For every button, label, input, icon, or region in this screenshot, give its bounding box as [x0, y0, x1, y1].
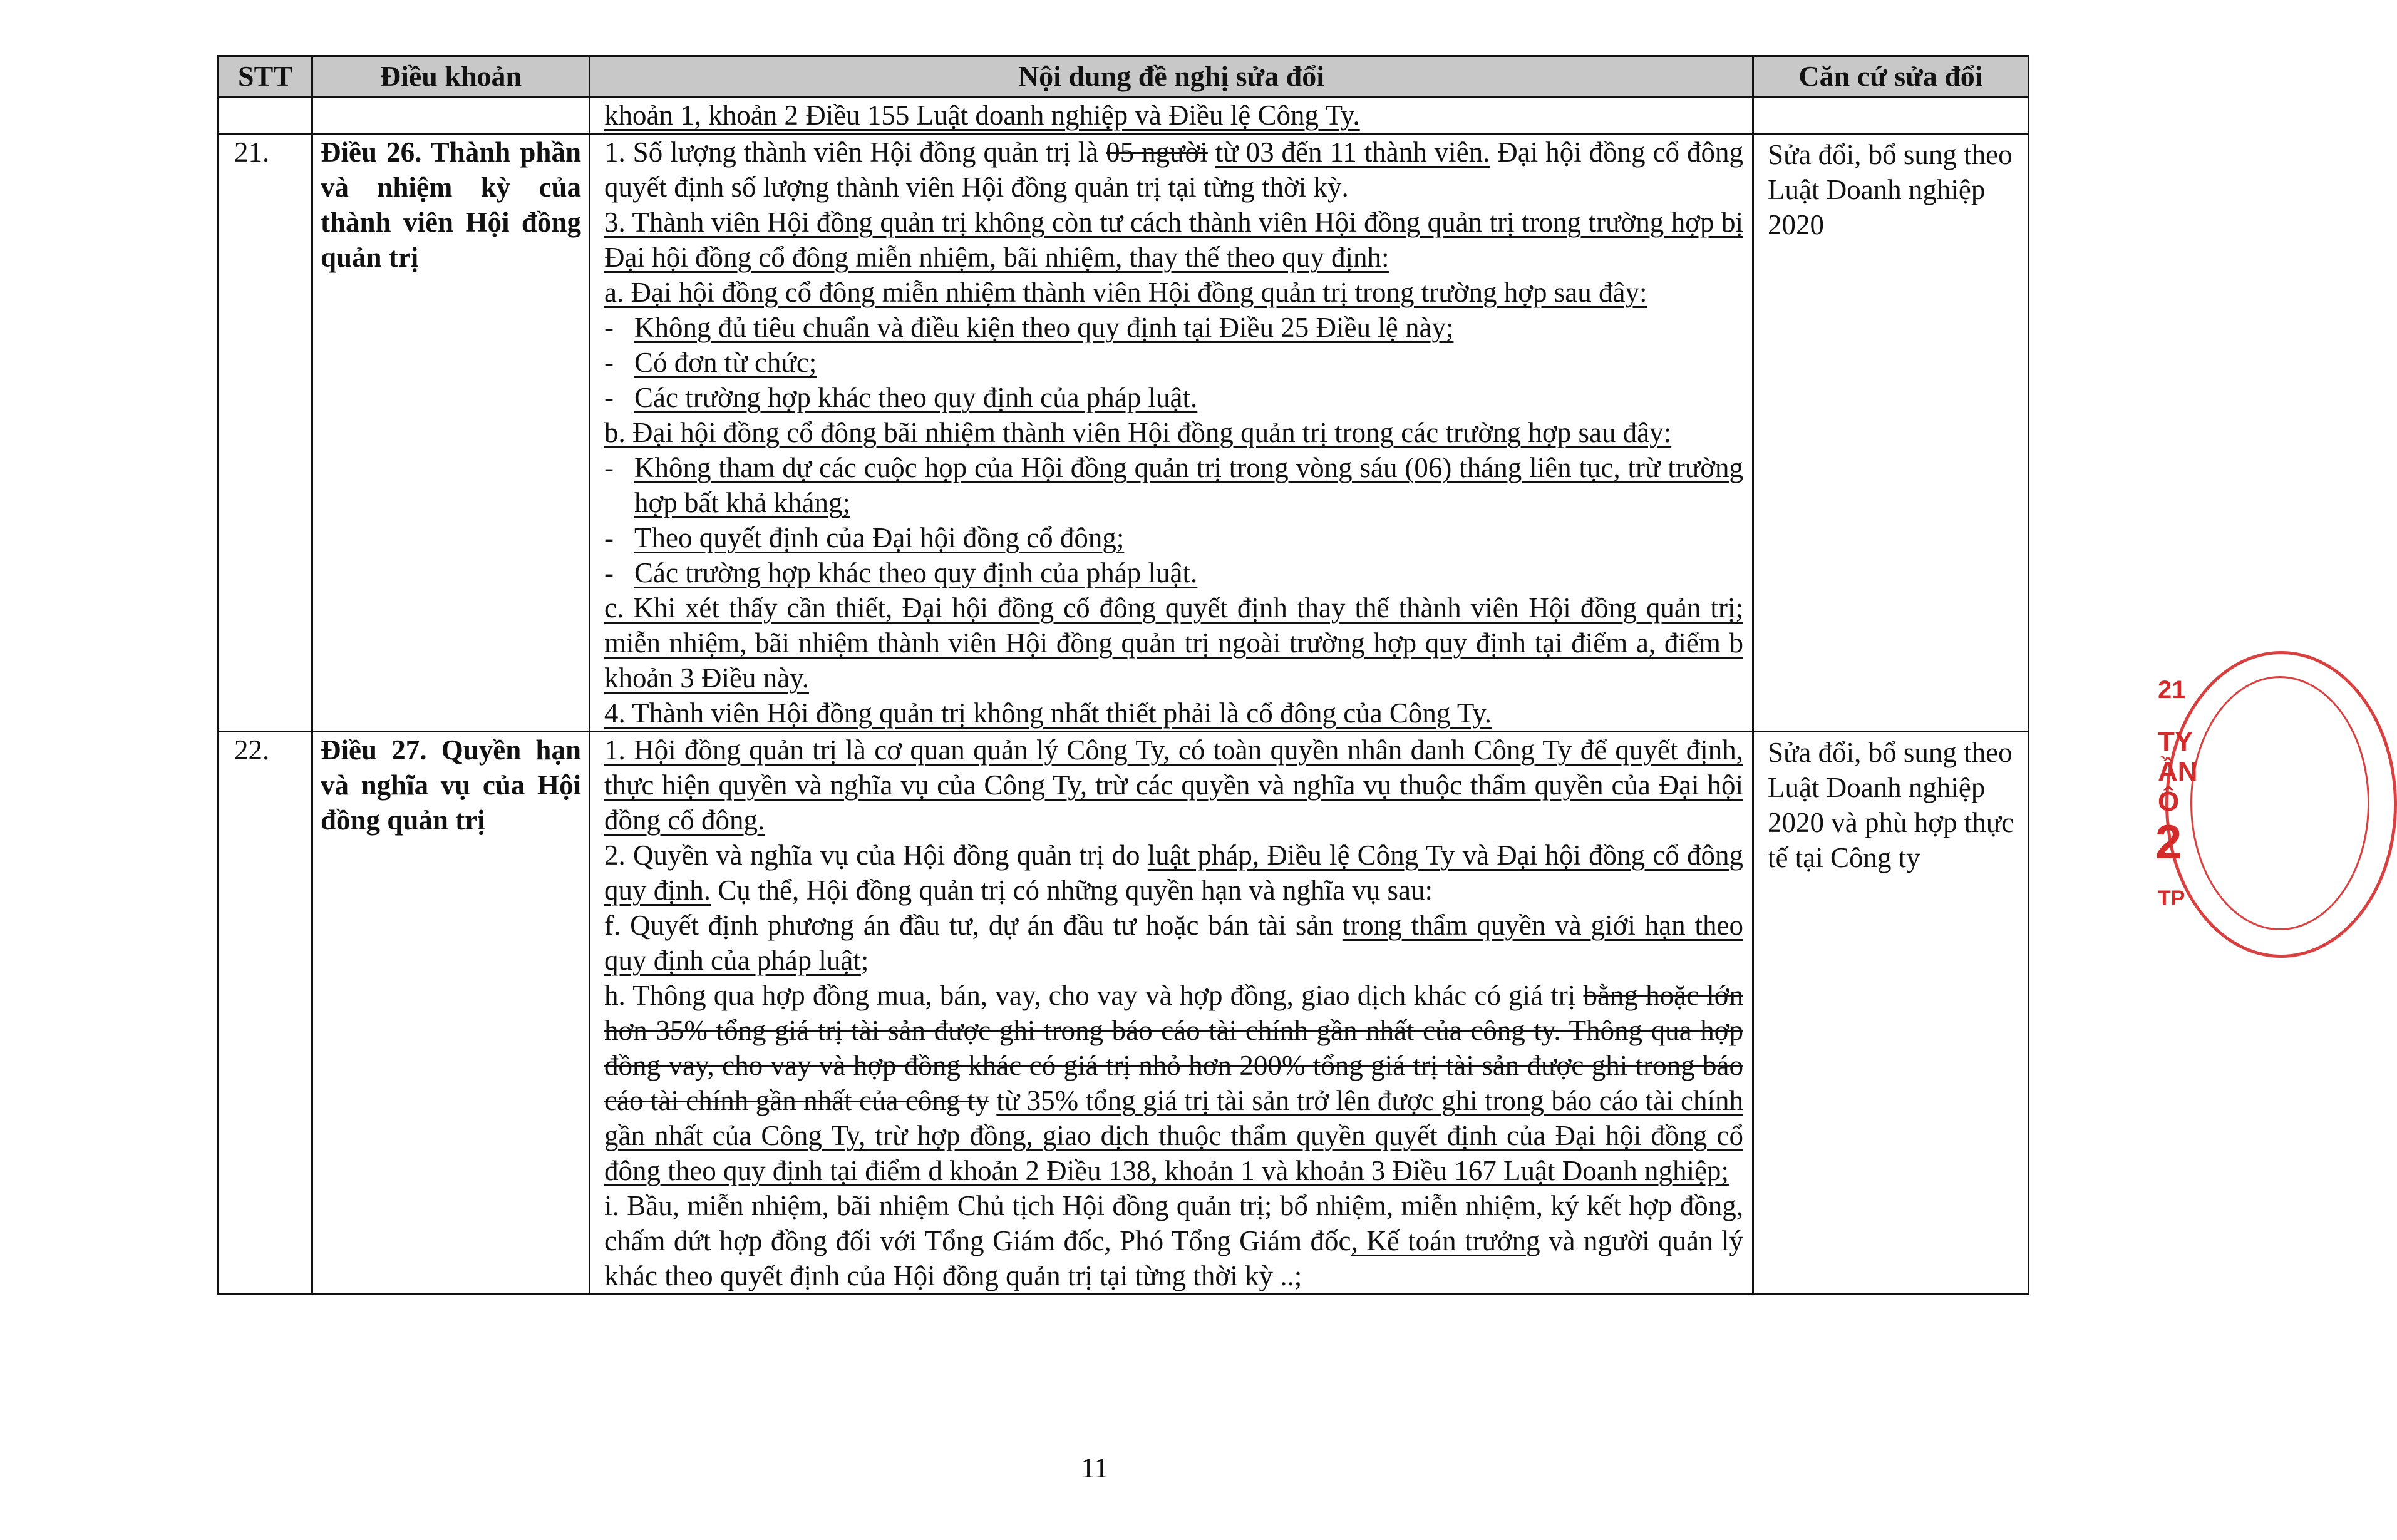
list-item: - Không đủ tiêu chuẩn và điều kiện theo quy định tại Điều 25 Điều lệ này;: [604, 312, 1454, 343]
row21-point-b: b. Đại hội đồng cổ đông bãi nhiệm thành viên Hội đồng quản trị trong các trường hợp sau đây:: [604, 417, 1672, 448]
list-item: - Các trường hợp khác theo quy định của pháp luật.: [604, 557, 1198, 588]
row22-article: Điều 27. Quyền hạn và nghĩa vụ của Hội đồng quản trị: [312, 732, 590, 1295]
table-row-22: [219, 732, 2029, 1295]
deleted-text: bằng hoặc lớn hơn 35% tổng giá trị tài sản được ghi trong báo cáo tài chính gần nhất của công ty. Thông qua hợp đồng vay, cho vay và hợp đồng khác có giá trị nhỏ hơn 200% tổng giá trị tài sản được ghi trong báo cáo tài chính gần nhất của công ty: [604, 980, 1744, 1116]
list-item: - Có đơn từ chức;: [604, 347, 817, 378]
row21-clause-4: 4. Thành viên Hội đồng quản trị không nhất thiết phải là cổ đông của Công Ty.: [604, 697, 1492, 729]
page-number: 11: [1080, 1452, 1109, 1484]
seal-text: Ô: [2158, 786, 2180, 817]
row22-basis: Sửa đổi, bổ sung theo Luật Doanh nghiệp 2020 và phù hợp thực tế tại Công ty: [1753, 732, 2029, 1295]
deleted-text: 05 người: [1106, 136, 1208, 168]
seal-inner-ring: [2190, 676, 2369, 930]
header-basis: Căn cứ sửa đổi: [1753, 56, 2029, 97]
cont-content-cell: [590, 97, 1753, 134]
table-row-continuation: [219, 97, 2029, 134]
seal-text: 21: [2158, 676, 2186, 704]
list-item: - Không tham dự các cuộc họp của Hội đồng quản trị trong vòng sáu (06) tháng liên tục, trừ trường hợp bất khả kháng;: [604, 452, 1743, 518]
row21-article: Điều 26. Thành phần và nhiệm kỳ của thành viên Hội đồng quản trị: [312, 134, 590, 732]
header-article: Điều khoản: [312, 56, 590, 97]
cont-basis-cell: [1753, 97, 2029, 134]
seal-text: TP: [2158, 886, 2185, 910]
row21-clause-3: 3. Thành viên Hội đồng quản trị không còn tư cách thành viên Hội đồng quản trị trong trường hợp bị Đại hội đồng cổ đông miễn nhiệm, bãi nhiệm, thay thế theo quy định:: [604, 207, 1743, 273]
header-stt: STT: [219, 56, 312, 97]
row22-point-h: h. Thông qua hợp đồng mua, bán, vay, cho vay và hợp đồng, giao dịch khác có giá trị bằng hoặc lớn hơn 35% tổng giá trị tài sản được ghi trong báo cáo tài chính gần nhất của công ty. Thông qua hợp đồng vay, cho vay và hợp đồng khác có giá trị nhỏ hơn 200% tổng giá trị tài sản được ghi trong báo cáo tài chính gần nhất của công ty từ 35% tổng giá trị tài sản trở lên được ghi trong báo cáo tài chính gần nhất của Công Ty, trừ hợp đồng, giao dịch thuộc thẩm quyền quyết định của Đại hội đồng cổ đông theo quy định tại điểm d khoản 2 Điều 138, khoản 1 và khoản 3 Điều 167 Luật Doanh nghiệp;: [604, 980, 1744, 1186]
table-header-row: [219, 56, 2029, 97]
company-seal: [2140, 651, 2215, 952]
row22-clause-1: 1. Hội đồng quản trị là cơ quan quản lý Công Ty, có toàn quyền nhân danh Công Ty để quyết định, thực hiện quyền và nghĩa vụ của Công Ty, trừ các quyền và nghĩa vụ thuộc thẩm quyền của Đại hội đồng cổ đông.: [604, 734, 1743, 836]
inserted-text: luật pháp, Điều lệ Công Ty và Đại hội đồng cổ đông quy định.: [604, 839, 1743, 906]
row21-content: [590, 134, 1753, 732]
row21-stt: 21.: [219, 134, 312, 732]
inserted-text: trong thẩm quyền và giới hạn theo quy định của pháp luật: [604, 910, 1743, 976]
continuation-text: khoản 1, khoản 2 Điều 155 Luật doanh nghiệp và Điều lệ Công Ty.: [604, 100, 1360, 131]
row22-stt: 22.: [219, 732, 312, 1295]
row22-clause-2: 2. Quyền và nghĩa vụ của Hội đồng quản trị do luật pháp, Điều lệ Công Ty và Đại hội đồng cổ đông quy định. Cụ thể, Hội đồng quản trị có những quyền hạn và nghĩa vụ sau:: [604, 839, 1743, 906]
cont-stt-cell: [219, 97, 312, 134]
header-content: Nội dung đề nghị sửa đổi: [590, 56, 1753, 97]
row22-point-f: f. Quyết định phương án đầu tư, dự án đầu tư hoặc bán tài sản trong thẩm quyền và giới hạn theo quy định của pháp luật;: [604, 910, 1743, 976]
row21-point-a: a. Đại hội đồng cổ đông miễn nhiệm thành viên Hội đồng quản trị trong trường hợp sau đây:: [604, 277, 1647, 308]
seal-text: ẦN: [2158, 756, 2198, 787]
row21-clause-1: 1. Số lượng thành viên Hội đồng quản trị là 05 người từ 03 đến 11 thành viên. Đại hội đồng cổ đông quyết định số lượng thành viên Hội đồng quản trị tại từng thời kỳ.: [604, 136, 1743, 203]
cont-article-cell: [312, 97, 590, 134]
list-item: - Các trường hợp khác theo quy định của pháp luật.: [604, 382, 1198, 413]
table-row-21: [219, 134, 2029, 732]
row21-basis: Sửa đổi, bổ sung theo Luật Doanh nghiệp 2020: [1753, 134, 2029, 732]
row22-content: [590, 732, 1753, 1295]
inserted-text: , Kế toán trưởng: [1351, 1225, 1540, 1256]
list-item: - Theo quyết định của Đại hội đồng cổ đông;: [604, 522, 1125, 553]
seal-text: 2: [2155, 816, 2182, 869]
row21-point-c: c. Khi xét thấy cần thiết, Đại hội đồng cổ đông quyết định thay thế thành viên Hội đồng quản trị; miễn nhiệm, bãi nhiệm thành viên Hội đồng quản trị ngoài trường hợp quy định tại điểm a, điểm b khoản 3 Điều này.: [604, 592, 1743, 694]
inserted-text: từ 35% tổng giá trị tài sản trở lên được ghi trong báo cáo tài chính gần nhất của Công Ty, trừ hợp đồng, giao dịch thuộc thẩm quyền quyết định của Đại hội đồng cổ đông theo quy định tại điểm d khoản 2 Điều 138, khoản 1 và khoản 3 Điều 167 Luật Doanh nghiệp;: [604, 1085, 1744, 1186]
seal-text: TY: [2158, 726, 2193, 757]
inserted-text: từ 03 đến 11 thành viên.: [1215, 136, 1490, 168]
amendment-table: [217, 55, 2029, 1295]
row22-point-i: i. Bầu, miễn nhiệm, bãi nhiệm Chủ tịch Hội đồng quản trị; bổ nhiệm, miễn nhiệm, ký kết hợp đồng, chấm dứt hợp đồng đối với Tổng Giám đốc, Phó Tổng Giám đốc, Kế toán trưởng và người quản lý khác theo quyết định của Hội đồng quản trị tại từng thời kỳ ..;: [604, 1190, 1743, 1291]
